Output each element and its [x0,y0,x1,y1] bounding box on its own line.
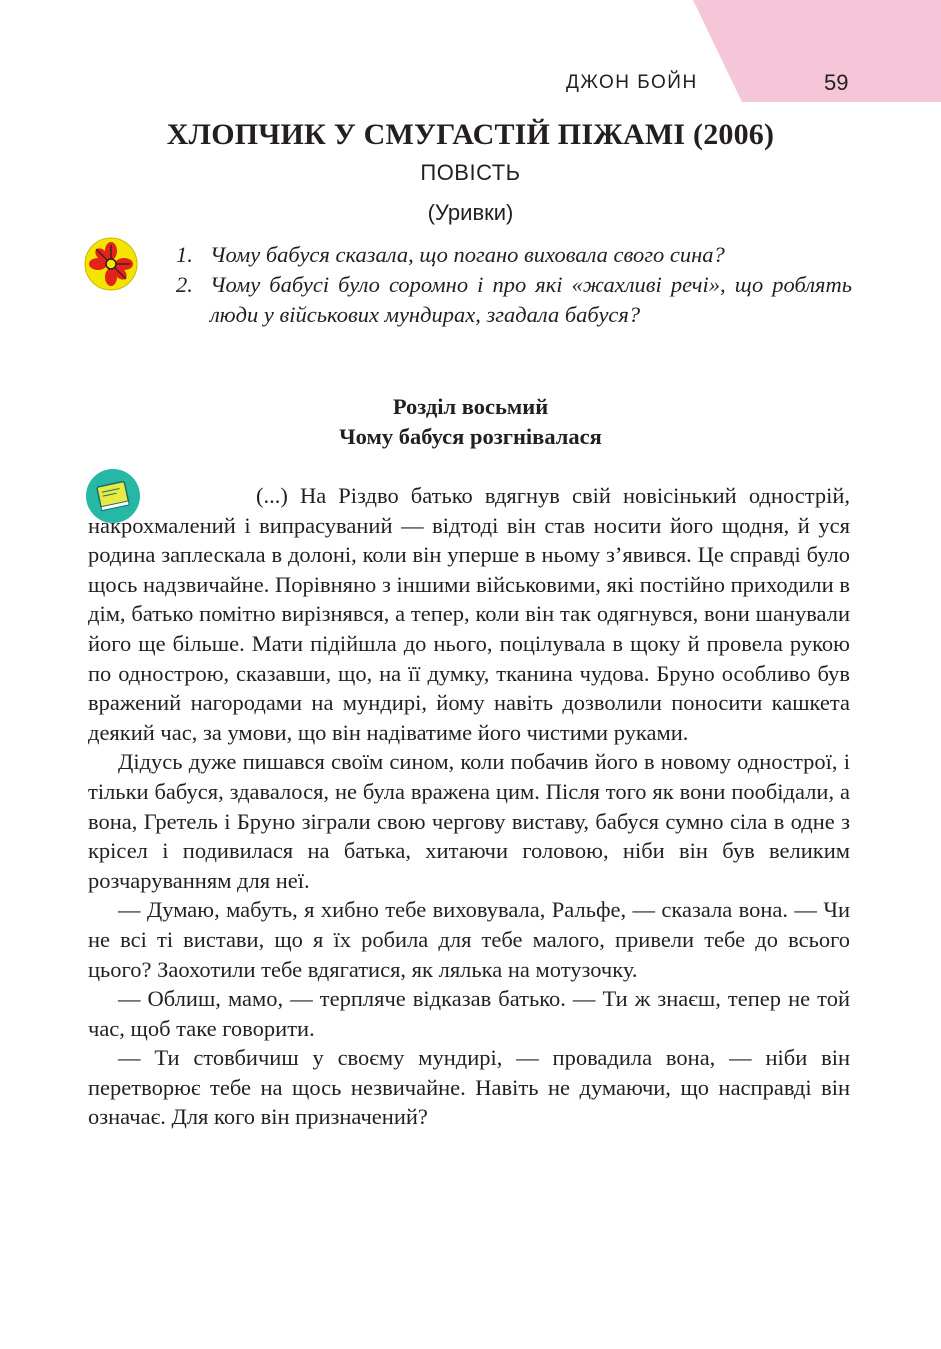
story-text [88,481,850,1132]
questions-list [172,240,852,330]
question-text: Чому бабуся сказала, що погано виховала свого сина? [210,242,725,267]
question-item [172,240,852,270]
question-item [172,270,852,330]
excerpt-note: (Уривки) [427,200,514,225]
paragraph: — Облиш, мамо, — терпляче відказав батько. — Ти ж знаєш, тепер не той час, щоб таке говорити. [88,986,850,1041]
question-number: 1. [176,242,193,267]
chapter-name: Чому бабуся розгнівалася [339,424,602,449]
flower-icon [84,237,138,291]
paragraph: — Ти стовбичиш у своєму мундирі, — провадила вона, — ніби він перетворює тебе на щось незвичайне. Навіть не думаючи, що насправді він означає. Для кого він призначений? [88,1045,850,1130]
work-title: ХЛОПЧИК У СМУГАСТІЙ ПІЖАМІ (2006) [166,118,775,151]
chapter-number: Розділ восьмий [392,394,549,419]
header-decoration [0,0,941,110]
genre-label: ПОВІСТЬ [420,160,521,185]
paragraph [88,481,850,747]
question-number: 2. [176,272,193,297]
question-text: Чому бабусі було соромно і про які «жахливі речі», що роблять люди у військових мундирах, згадала бабуся? [210,272,852,327]
running-head-author: ДЖОН БОЙН [566,72,698,93]
page-number: 59 [824,70,849,95]
paragraph: — Думаю, мабуть, я хибно тебе виховувала, Ральфе, — сказала вона. — Чи не всі ті вистави, що я їх робила для тебе малого, привели тебе до всього цього? Заохотили тебе вдягатися, як лялька на мотузочку. [88,897,850,982]
paragraph: Дідусь дуже пишався своїм сином, коли побачив його в новому однострої, і тільки бабуся, здавалося, не була вражена цим. Після того як вони пообідали, а вона, Гретель і Бруно зіграли свою чергову виставу, бабуся сумно сіла в одне з крісел і подивилася на батька, хитаючи головою, ніби він був великим розчаруванням для неї. [88,749,850,893]
paragraph-text: (...) На Різдво батько вдягнув свій новісінький однострій, накрохмалений і випрасуваний — відтоді він став носити його щодня, й уся родина заплескала в долоні, коли він уперше в ньому з’явився. Це справді було щось надзвичайне. Порівняно з іншими військовими, які постійно приходили в дім, батько помітно вирізнявся, а тепер, коли він так одягнувся, вони шанували його ще більше. Мати підійшла до нього, поцілувала в щоку й провела рукою по однострою, сказавши, що, на її думку, тканина чудова. Бруно особливо був вражений нагородами на мундирі, йому навіть дозволили поносити кашкета деякий час, за умови, що він надіватиме його чистими руками. [88,483,850,745]
